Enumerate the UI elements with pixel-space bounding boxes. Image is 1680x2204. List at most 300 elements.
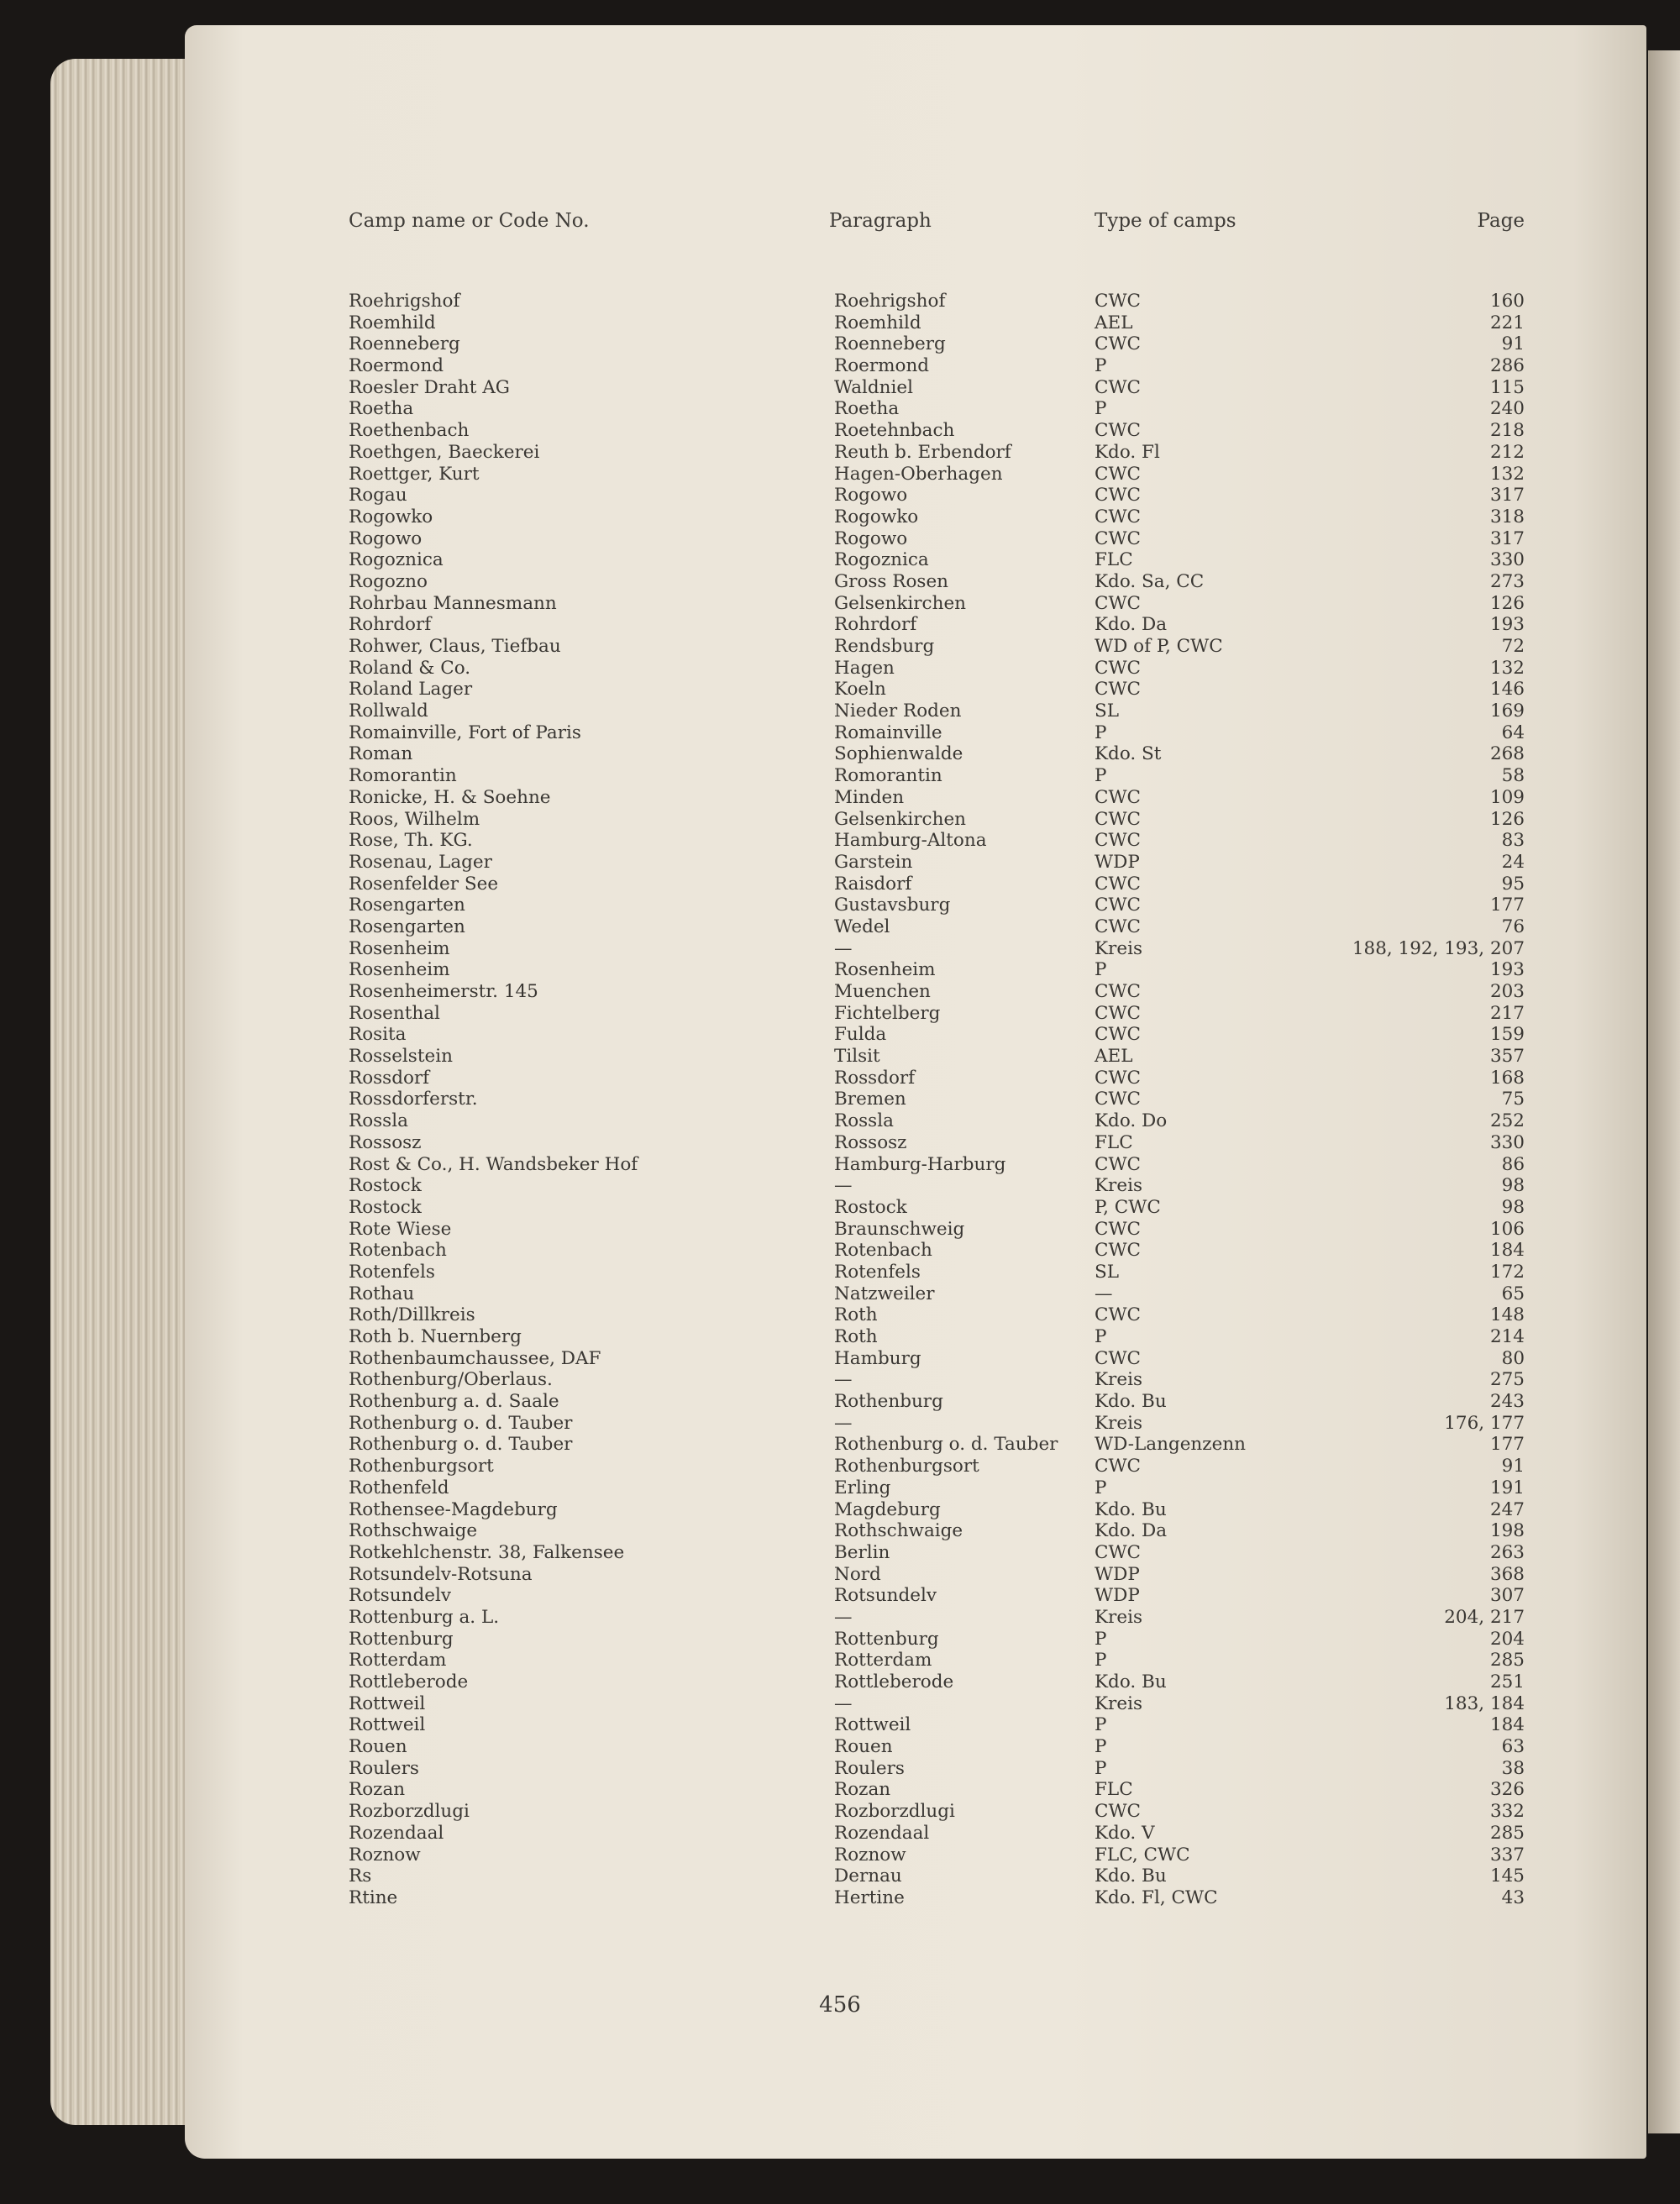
cell-paragraph: Rotterdam xyxy=(834,1650,932,1671)
table-row xyxy=(349,1413,1525,1435)
cell-paragraph: Braunschweig xyxy=(834,1218,965,1240)
cell-page: 212 xyxy=(1489,441,1525,463)
table-row xyxy=(349,1887,1525,1909)
cell-page: 83 xyxy=(1501,830,1525,852)
cell-paragraph: Roetehnbach xyxy=(834,420,955,442)
cell-camp-name: Rogoznica xyxy=(349,549,444,571)
table-row xyxy=(349,1175,1525,1197)
cell-paragraph: Wedel xyxy=(834,916,890,937)
page-number: 456 xyxy=(819,1992,861,2018)
table-row xyxy=(349,959,1525,981)
cell-camp-name: Roehrigshof xyxy=(349,291,460,312)
cell-camp-name: Rose, Th. KG. xyxy=(349,830,473,852)
cell-page: 145 xyxy=(1489,1866,1525,1887)
cell-type: CWC xyxy=(1095,1240,1141,1262)
table-row xyxy=(349,1219,1525,1241)
cell-camp-name: Rossdorferstr. xyxy=(349,1089,478,1110)
cell-page: 91 xyxy=(1501,1456,1525,1477)
cell-camp-name: Roth/Dillkreis xyxy=(349,1304,475,1326)
cell-camp-name: Roethgen, Baeckerei xyxy=(349,441,540,463)
cell-page: 357 xyxy=(1489,1046,1525,1068)
cell-paragraph: Hamburg-Harburg xyxy=(834,1153,1006,1175)
cell-page: 217 xyxy=(1489,1002,1525,1024)
cell-type: CWC xyxy=(1095,895,1141,916)
cell-type: Kdo. Bu xyxy=(1095,1671,1167,1692)
cell-paragraph: Roth xyxy=(834,1304,878,1326)
cell-camp-name: Rotenbach xyxy=(349,1240,447,1262)
cell-page: 72 xyxy=(1501,636,1525,657)
cell-page: 368 xyxy=(1489,1563,1525,1585)
cell-page: 177 xyxy=(1489,895,1525,916)
table-row xyxy=(349,1369,1525,1391)
cell-camp-name: Rottweil xyxy=(349,1692,426,1714)
table-row xyxy=(349,1629,1525,1650)
cell-paragraph: Rouen xyxy=(834,1736,893,1758)
table-row xyxy=(349,1520,1525,1542)
cell-type: CWC xyxy=(1095,830,1141,852)
cell-camp-name: Roland & Co. xyxy=(349,657,471,679)
table-row xyxy=(349,506,1525,528)
cell-camp-name: Rotsundelv xyxy=(349,1585,452,1607)
cell-paragraph: — xyxy=(834,1692,853,1714)
cell-camp-name: Roetha xyxy=(349,398,414,420)
cell-paragraph: Gelsenkirchen xyxy=(834,592,967,614)
cell-paragraph: Hagen-Oberhagen xyxy=(834,463,1003,485)
cell-camp-name: Rosselstein xyxy=(349,1046,453,1068)
table-row xyxy=(349,1132,1525,1154)
cell-paragraph: Erling xyxy=(834,1477,891,1498)
cell-type: FLC xyxy=(1095,1779,1133,1801)
cell-type: CWC xyxy=(1095,1153,1141,1175)
cell-paragraph: Hamburg-Altona xyxy=(834,830,987,852)
table-row xyxy=(349,549,1525,571)
cell-page: 275 xyxy=(1489,1369,1525,1391)
cell-type: P xyxy=(1095,765,1107,787)
cell-paragraph: Rotenfels xyxy=(834,1261,921,1283)
table-row xyxy=(349,1845,1525,1866)
cell-type: Kreis xyxy=(1095,1692,1142,1714)
cell-type: CWC xyxy=(1095,333,1141,355)
cell-camp-name: Rotkehlchenstr. 38, Falkensee xyxy=(349,1541,625,1563)
cell-paragraph: Roulers xyxy=(834,1757,905,1779)
cell-paragraph: Muenchen xyxy=(834,981,931,1002)
cell-type: FLC xyxy=(1095,1131,1133,1153)
cell-page: 184 xyxy=(1489,1714,1525,1736)
cell-page: 58 xyxy=(1501,765,1525,787)
cell-camp-name: Rossosz xyxy=(349,1131,422,1153)
cell-paragraph: Raisdorf xyxy=(834,873,912,895)
cell-page: 317 xyxy=(1489,527,1525,549)
cell-camp-name: Roos, Wilhelm xyxy=(349,808,480,830)
cell-paragraph: — xyxy=(834,1412,853,1434)
table-row xyxy=(349,874,1525,895)
table-row xyxy=(349,938,1525,960)
cell-type: P xyxy=(1095,1714,1107,1736)
cell-paragraph: Rogoznica xyxy=(834,549,929,571)
cell-type: AEL xyxy=(1095,312,1133,333)
cell-paragraph: Rozborzdlugi xyxy=(834,1801,955,1823)
table-row xyxy=(349,291,1525,312)
cell-page: 214 xyxy=(1489,1326,1525,1347)
cell-type: P xyxy=(1095,1757,1107,1779)
cell-camp-name: Rosenheimerstr. 145 xyxy=(349,981,538,1002)
cell-page: 86 xyxy=(1501,1153,1525,1175)
table-row xyxy=(349,1391,1525,1413)
cell-page: 95 xyxy=(1501,873,1525,895)
table-row xyxy=(349,658,1525,680)
cell-paragraph: Rothenburg o. d. Tauber xyxy=(834,1434,1058,1456)
cell-type: CWC xyxy=(1095,1218,1141,1240)
cell-paragraph: Tilsit xyxy=(834,1046,880,1068)
cell-page: 168 xyxy=(1489,1067,1525,1089)
cell-page: 106 xyxy=(1489,1218,1525,1240)
cell-page: 198 xyxy=(1489,1520,1525,1542)
cell-camp-name: Rothenburg o. d. Tauber xyxy=(349,1412,573,1434)
cell-camp-name: Roulers xyxy=(349,1757,419,1779)
table-row xyxy=(349,1564,1525,1586)
table-row xyxy=(349,981,1525,1003)
table-row xyxy=(349,377,1525,399)
table-row xyxy=(349,916,1525,938)
cell-page: 75 xyxy=(1501,1089,1525,1110)
cell-paragraph: Gross Rosen xyxy=(834,570,949,592)
table-row xyxy=(349,765,1525,787)
cell-camp-name: Roettger, Kurt xyxy=(349,463,480,485)
cell-page: 330 xyxy=(1489,549,1525,571)
cell-page: 76 xyxy=(1501,916,1525,937)
cell-camp-name: Rost & Co., H. Wandsbeker Hof xyxy=(349,1153,638,1175)
cell-paragraph: Garstein xyxy=(834,851,913,873)
cell-paragraph: Roermond xyxy=(834,355,930,377)
header-type: Type of camps xyxy=(1095,210,1236,232)
cell-paragraph: Dernau xyxy=(834,1866,902,1887)
cell-paragraph: Rostock xyxy=(834,1196,907,1218)
cell-page: 43 xyxy=(1501,1887,1525,1908)
cell-type: Kdo. Bu xyxy=(1095,1866,1167,1887)
cell-camp-name: Rothenburgsort xyxy=(349,1456,494,1477)
table-row xyxy=(349,485,1525,506)
cell-paragraph: Rogowko xyxy=(834,506,919,527)
cell-paragraph: Hamburg xyxy=(834,1347,921,1369)
cell-camp-name: Rohwer, Claus, Tiefbau xyxy=(349,636,561,657)
cell-camp-name: Roman xyxy=(349,743,413,765)
cell-type: P xyxy=(1095,398,1107,420)
cell-camp-name: Rothenbaumchaussee, DAF xyxy=(349,1347,601,1369)
cell-camp-name: Romainville, Fort of Paris xyxy=(349,722,581,743)
header-camp-name: Camp name or Code No. xyxy=(349,210,590,232)
cell-type: CWC xyxy=(1095,485,1141,506)
cell-paragraph: Rendsburg xyxy=(834,636,935,657)
cell-page: 159 xyxy=(1489,1024,1525,1046)
table-row xyxy=(349,1607,1525,1629)
cell-camp-name: Rossla xyxy=(349,1110,408,1132)
cell-paragraph: Roehrigshof xyxy=(834,291,946,312)
cell-camp-name: Rostock xyxy=(349,1175,422,1197)
cell-type: CWC xyxy=(1095,916,1141,937)
table-row xyxy=(349,1823,1525,1845)
cell-type: Kdo. Sa, CC xyxy=(1095,570,1205,592)
cell-type: Kdo. Do xyxy=(1095,1110,1168,1132)
cell-paragraph: Rosenheim xyxy=(834,959,936,981)
cell-paragraph: Sophienwalde xyxy=(834,743,963,765)
cell-paragraph: Roemhild xyxy=(834,312,921,333)
cell-paragraph: Berlin xyxy=(834,1541,890,1563)
cell-paragraph: Romorantin xyxy=(834,765,942,787)
cell-type: CWC xyxy=(1095,291,1141,312)
cell-page: 240 xyxy=(1489,398,1525,420)
cell-type: CWC xyxy=(1095,1089,1141,1110)
table-row xyxy=(349,787,1525,809)
cell-camp-name: Rouen xyxy=(349,1736,407,1758)
cell-page: 204 xyxy=(1489,1628,1525,1650)
cell-camp-name: Rozan xyxy=(349,1779,406,1801)
cell-paragraph: Rossdorf xyxy=(834,1067,916,1089)
cell-page: 285 xyxy=(1489,1650,1525,1671)
cell-page: 24 xyxy=(1501,851,1525,873)
cell-camp-name: Ronicke, H. & Soehne xyxy=(349,786,551,808)
cell-paragraph: Reuth b. Erbendorf xyxy=(834,441,1011,463)
table-row xyxy=(349,333,1525,355)
cell-camp-name: Rosengarten xyxy=(349,916,465,937)
cell-page: 307 xyxy=(1489,1585,1525,1607)
table-row xyxy=(349,398,1525,420)
cell-page: 172 xyxy=(1489,1261,1525,1283)
cell-paragraph: Rogowo xyxy=(834,527,908,549)
cell-type: Kdo. Da xyxy=(1095,614,1168,636)
index-table xyxy=(349,210,1525,1909)
cell-page: 98 xyxy=(1501,1175,1525,1197)
table-row xyxy=(349,1240,1525,1262)
cell-type: CWC xyxy=(1095,376,1141,398)
cell-page: 251 xyxy=(1489,1671,1525,1692)
table-row xyxy=(349,1585,1525,1607)
table-row xyxy=(349,1736,1525,1758)
cell-page: 176, 177 xyxy=(1444,1412,1525,1434)
cell-type: P xyxy=(1095,1477,1107,1498)
cell-camp-name: Rossdorf xyxy=(349,1067,430,1089)
cell-type: WDP xyxy=(1095,1585,1140,1607)
cell-type: AEL xyxy=(1095,1046,1133,1068)
cell-paragraph: Rozan xyxy=(834,1779,891,1801)
cell-camp-name: Rosenfelder See xyxy=(349,873,499,895)
cell-page: 332 xyxy=(1489,1801,1525,1823)
cell-paragraph: Rothenburgsort xyxy=(834,1456,979,1477)
cell-page: 148 xyxy=(1489,1304,1525,1326)
cell-camp-name: Roesler Draht AG xyxy=(349,376,510,398)
cell-type: CWC xyxy=(1095,808,1141,830)
cell-page: 273 xyxy=(1489,570,1525,592)
cell-type: Kdo. Fl xyxy=(1095,441,1160,463)
cell-camp-name: Roth b. Nuernberg xyxy=(349,1326,522,1347)
table-row xyxy=(349,830,1525,852)
cell-page: 285 xyxy=(1489,1822,1525,1844)
cell-camp-name: Rogau xyxy=(349,485,407,506)
cell-camp-name: Rohrdorf xyxy=(349,614,432,636)
table-row xyxy=(349,895,1525,916)
cell-camp-name: Rottenburg xyxy=(349,1628,454,1650)
cell-paragraph: Hertine xyxy=(834,1887,905,1908)
cell-paragraph: Gelsenkirchen xyxy=(834,808,967,830)
cell-type: Kreis xyxy=(1095,937,1142,959)
cell-paragraph: Magdeburg xyxy=(834,1498,941,1520)
table-row xyxy=(349,442,1525,464)
cell-paragraph: Roth xyxy=(834,1326,878,1347)
cell-camp-name: Rogozno xyxy=(349,570,428,592)
cell-page: 263 xyxy=(1489,1541,1525,1563)
table-row xyxy=(349,743,1525,765)
table-row xyxy=(349,1046,1525,1068)
table-row xyxy=(349,1499,1525,1521)
cell-paragraph: Hagen xyxy=(834,657,895,679)
cell-camp-name: Rogowo xyxy=(349,527,423,549)
cell-paragraph: Roenneberg xyxy=(834,333,946,355)
cell-camp-name: Roethenbach xyxy=(349,420,470,442)
cell-camp-name: Rothschwaige xyxy=(349,1520,478,1542)
cell-type: P xyxy=(1095,1650,1107,1671)
cell-camp-name: Rosenthal xyxy=(349,1002,440,1024)
cell-page: 191 xyxy=(1489,1477,1525,1498)
table-row xyxy=(349,1348,1525,1370)
cell-type: P xyxy=(1095,355,1107,377)
table-row xyxy=(349,1693,1525,1715)
cell-paragraph: Nieder Roden xyxy=(834,701,962,722)
cell-type: Kdo. Da xyxy=(1095,1520,1168,1542)
cell-page: 247 xyxy=(1489,1498,1525,1520)
cell-type: P xyxy=(1095,1628,1107,1650)
table-row xyxy=(349,809,1525,831)
cell-type: Kreis xyxy=(1095,1175,1142,1197)
cell-page: 204, 217 xyxy=(1444,1606,1525,1628)
table-row xyxy=(349,1542,1525,1564)
cell-camp-name: Rottweil xyxy=(349,1714,426,1736)
cell-page: 286 xyxy=(1489,355,1525,377)
cell-type: CWC xyxy=(1095,1002,1141,1024)
cell-page: 218 xyxy=(1489,420,1525,442)
cell-page: 337 xyxy=(1489,1844,1525,1866)
cell-page: 63 xyxy=(1501,1736,1525,1758)
cell-paragraph: — xyxy=(834,1175,853,1197)
cell-type: — xyxy=(1095,1283,1113,1304)
cell-page: 188, 192, 193, 207 xyxy=(1352,937,1525,959)
table-row xyxy=(349,1326,1525,1348)
cell-page: 115 xyxy=(1489,376,1525,398)
table-row xyxy=(349,701,1525,722)
cell-page: 65 xyxy=(1501,1283,1525,1304)
cell-type: Kdo. Bu xyxy=(1095,1391,1167,1413)
cell-camp-name: Roermond xyxy=(349,355,444,377)
cell-camp-name: Romorantin xyxy=(349,765,457,787)
cell-camp-name: Rohrbau Mannesmann xyxy=(349,592,557,614)
cell-page: 91 xyxy=(1501,333,1525,355)
cell-camp-name: Rothenfeld xyxy=(349,1477,449,1498)
cell-type: WD-Langenzenn xyxy=(1095,1434,1247,1456)
cell-paragraph: — xyxy=(834,1369,853,1391)
table-row xyxy=(349,1801,1525,1823)
cell-type: CWC xyxy=(1095,420,1141,442)
cell-page: 318 xyxy=(1489,506,1525,527)
cell-page: 326 xyxy=(1489,1779,1525,1801)
cell-type: CWC xyxy=(1095,1067,1141,1089)
facing-page-edge xyxy=(1648,50,1680,2133)
cell-camp-name: Rottleberode xyxy=(349,1671,469,1692)
cell-camp-name: Roemhild xyxy=(349,312,436,333)
header-page: Page xyxy=(1477,210,1525,232)
cell-camp-name: Rosenheim xyxy=(349,937,450,959)
cell-type: CWC xyxy=(1095,463,1141,485)
cell-page: 193 xyxy=(1489,614,1525,636)
table-row xyxy=(349,420,1525,442)
cell-camp-name: Rothenburg o. d. Tauber xyxy=(349,1434,573,1456)
cell-page: 109 xyxy=(1489,786,1525,808)
cell-type: WDP xyxy=(1095,1563,1140,1585)
table-row xyxy=(349,1456,1525,1477)
cell-type: CWC xyxy=(1095,981,1141,1002)
cell-paragraph: Minden xyxy=(834,786,905,808)
cell-type: SL xyxy=(1095,701,1120,722)
cell-page: 132 xyxy=(1489,657,1525,679)
cell-paragraph: Nord xyxy=(834,1563,881,1585)
cell-camp-name: Rottenburg a. L. xyxy=(349,1606,500,1628)
cell-paragraph: Romainville xyxy=(834,722,942,743)
table-row xyxy=(349,1024,1525,1046)
cell-paragraph: Rogowo xyxy=(834,485,908,506)
header-paragraph: Paragraph xyxy=(829,210,932,232)
table-row xyxy=(349,1866,1525,1887)
cell-camp-name: Rothensee-Magdeburg xyxy=(349,1498,558,1520)
cell-type: Kdo. Bu xyxy=(1095,1498,1167,1520)
cell-page: 126 xyxy=(1489,592,1525,614)
cell-paragraph: Fichtelberg xyxy=(834,1002,941,1024)
cell-paragraph: Natzweiler xyxy=(834,1283,935,1304)
cell-page: 126 xyxy=(1489,808,1525,830)
table-row xyxy=(349,852,1525,874)
cell-camp-name: Rogowko xyxy=(349,506,433,527)
table-row xyxy=(349,1779,1525,1801)
cell-page: 221 xyxy=(1489,312,1525,333)
table-row xyxy=(349,1650,1525,1671)
cell-paragraph: Rottenburg xyxy=(834,1628,939,1650)
cell-page: 183, 184 xyxy=(1444,1692,1525,1714)
table-row xyxy=(349,1671,1525,1693)
cell-paragraph: Rottleberode xyxy=(834,1671,954,1692)
cell-page: 169 xyxy=(1489,701,1525,722)
cell-camp-name: Roznow xyxy=(349,1844,421,1866)
cell-type: CWC xyxy=(1095,657,1141,679)
cell-paragraph: Rohrdorf xyxy=(834,614,917,636)
cell-paragraph: Waldniel xyxy=(834,376,914,398)
cell-type: P xyxy=(1095,1736,1107,1758)
table-row xyxy=(349,1262,1525,1283)
cell-type: CWC xyxy=(1095,679,1141,701)
cell-camp-name: Rtine xyxy=(349,1887,398,1908)
cell-paragraph: Koeln xyxy=(834,679,886,701)
cell-paragraph: Rothenburg xyxy=(834,1391,943,1413)
table-row xyxy=(349,1304,1525,1326)
cell-camp-name: Rothenburg/Oberlaus. xyxy=(349,1369,553,1391)
table-row xyxy=(349,636,1525,658)
cell-paragraph: Rossla xyxy=(834,1110,894,1132)
cell-type: SL xyxy=(1095,1261,1120,1283)
cell-type: Kreis xyxy=(1095,1606,1142,1628)
cell-page: 160 xyxy=(1489,291,1525,312)
table-row xyxy=(349,1477,1525,1499)
cell-page: 203 xyxy=(1489,981,1525,1002)
cell-camp-name: Rosenheim xyxy=(349,959,450,981)
table-row xyxy=(349,1758,1525,1780)
cell-paragraph: Rotsundelv xyxy=(834,1585,937,1607)
cell-type: Kreis xyxy=(1095,1369,1142,1391)
table-row xyxy=(349,528,1525,550)
